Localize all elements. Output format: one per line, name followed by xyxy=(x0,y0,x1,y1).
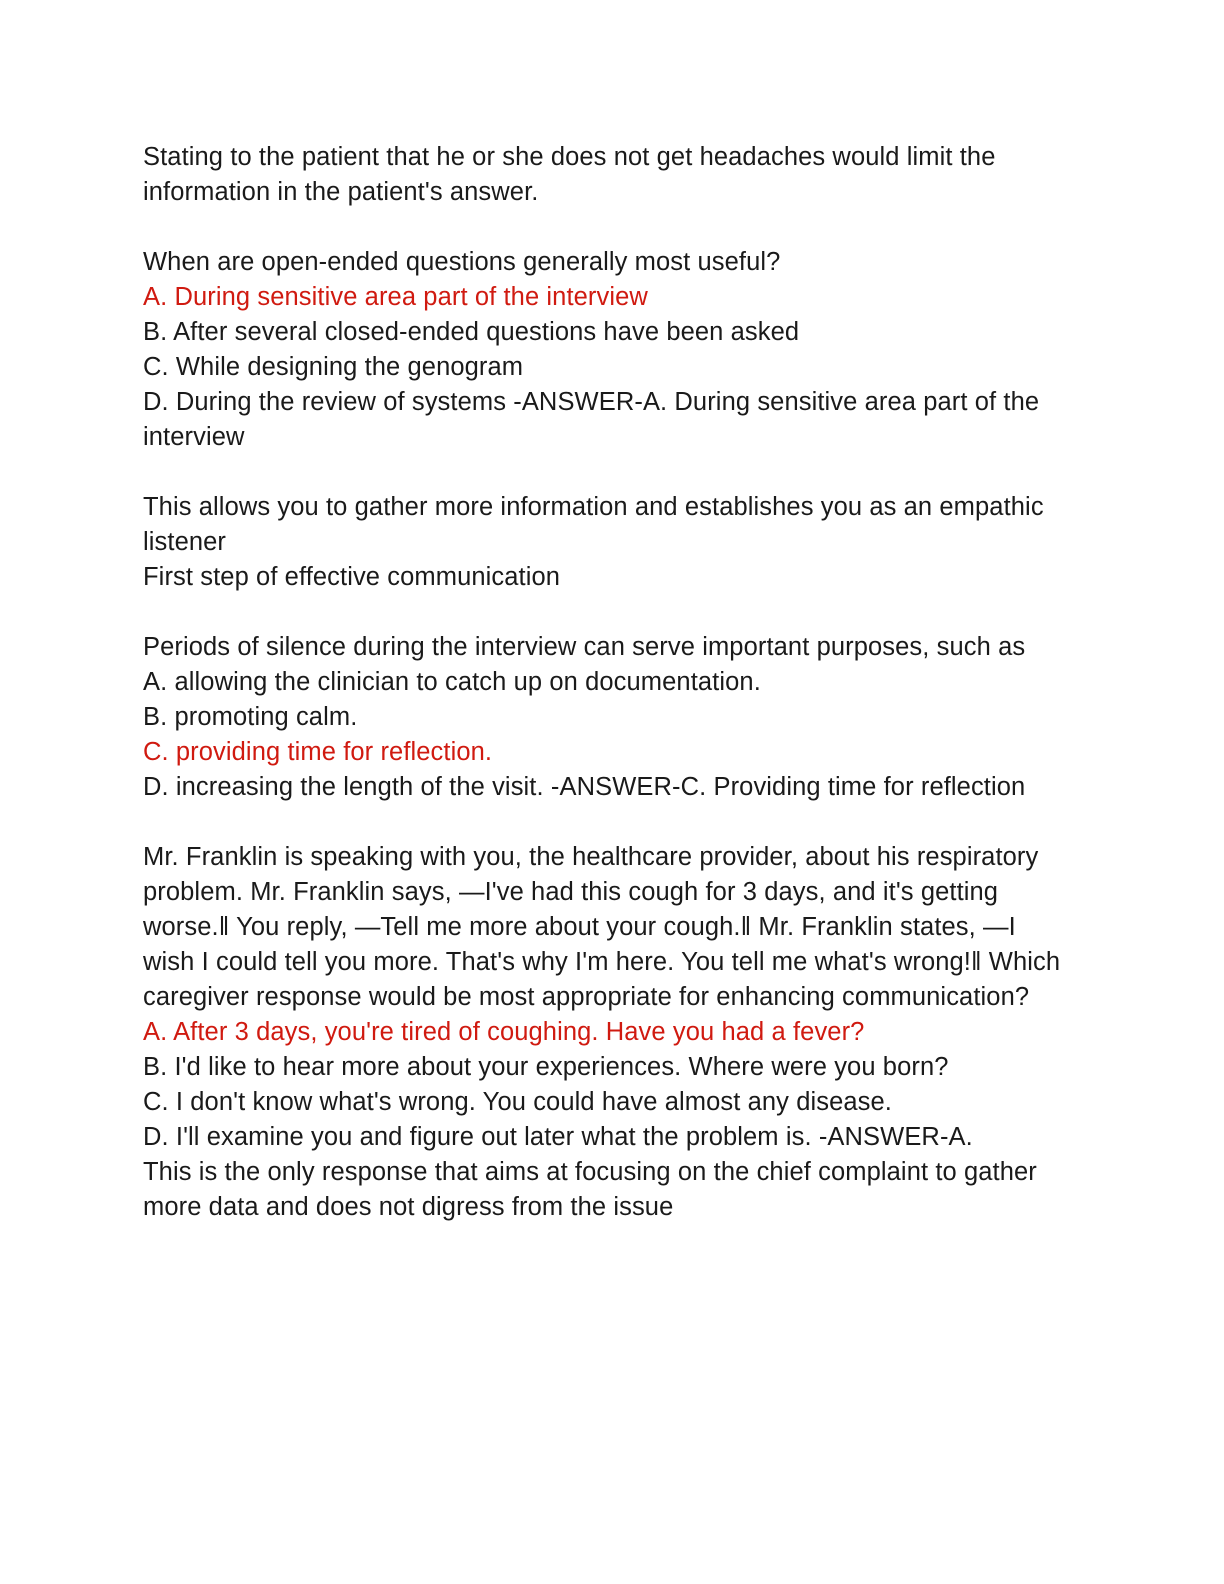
option-c: C. providing time for reflection. xyxy=(143,738,493,766)
spacer xyxy=(143,455,1074,490)
paragraph-question-2 xyxy=(143,630,1074,805)
paragraph-explanation-1 xyxy=(143,490,1074,595)
paragraph-intro xyxy=(143,140,1074,210)
document-body xyxy=(143,140,1074,1225)
option-d: D. increasing the length of the visit. -ANSWER-C. Providing time for reflection xyxy=(143,773,1026,801)
text-line: Stating to the patient that he or she does not get headaches would limit the information in the patient's answer. xyxy=(143,143,996,206)
text-line: This allows you to gather more information and establishes you as an empathic listener xyxy=(143,493,1044,556)
question-stem: Mr. Franklin is speaking with you, the healthcare provider, about his respiratory problem. Mr. Franklin says, —I've had this cough for 3 days, and it's getting worse.‖ You reply, —Tell me more about your cough.‖ Mr. Franklin states, —I wish I could tell you more. That's why I'm here. You tell me what's wrong!‖ Which caregiver response would be most appropriate for enhancing communication? xyxy=(143,843,1061,1011)
option-b: B. After several closed-ended questions have been asked xyxy=(143,318,800,346)
spacer xyxy=(143,595,1074,630)
text-line: First step of effective communication xyxy=(143,563,561,591)
option-b: B. I'd like to hear more about your experiences. Where were you born? xyxy=(143,1053,949,1081)
spacer xyxy=(143,805,1074,840)
option-a: A. During sensitive area part of the interview xyxy=(143,283,648,311)
option-c: C. While designing the genogram xyxy=(143,353,524,381)
option-b: B. promoting calm. xyxy=(143,703,358,731)
answer-explanation: This is the only response that aims at focusing on the chief complaint to gather more data and does not digress from the issue xyxy=(143,1158,1037,1221)
paragraph-question-1 xyxy=(143,245,1074,455)
option-a: A. After 3 days, you're tired of coughing. Have you had a fever? xyxy=(143,1018,865,1046)
paragraph-question-3 xyxy=(143,840,1074,1225)
option-a: A. allowing the clinician to catch up on documentation. xyxy=(143,668,761,696)
option-d: D. I'll examine you and figure out later what the problem is. -ANSWER-A. xyxy=(143,1123,973,1151)
option-c: C. I don't know what's wrong. You could have almost any disease. xyxy=(143,1088,892,1116)
option-d: D. During the review of systems -ANSWER-A. During sensitive area part of the interview xyxy=(143,388,1040,451)
question-stem: Periods of silence during the interview can serve important purposes, such as xyxy=(143,633,1026,661)
spacer xyxy=(143,210,1074,245)
question-stem: When are open-ended questions generally most useful? xyxy=(143,248,781,276)
